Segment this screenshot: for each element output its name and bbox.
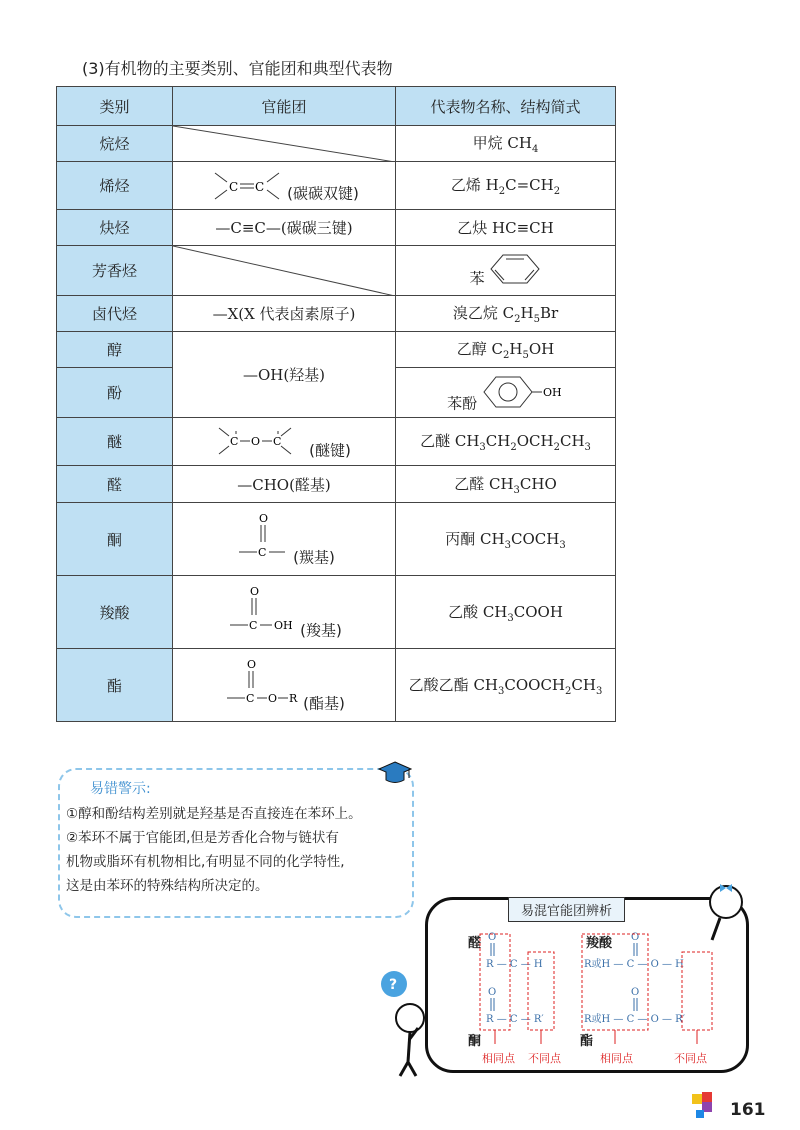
rep-cell: 乙炔 HC≡CH: [396, 210, 616, 246]
ether-structure: [217, 422, 309, 460]
category-cell: 烷烃: [57, 126, 173, 162]
carbonyl-structure: [233, 510, 293, 566]
table-row: [57, 418, 616, 466]
warning-title: 易错警示:: [90, 781, 151, 797]
warning-line: ②苯环不属于官能团,但是芳香化合物与链状有: [66, 830, 339, 846]
fg-cell: —C≡C—(碳碳三键): [173, 210, 396, 246]
phenol-structure: [482, 372, 564, 412]
svg-text:OH: OH: [274, 619, 293, 633]
ketone-label: 酮: [468, 1034, 482, 1049]
empty-fg-cell: [173, 246, 396, 296]
rep-cell: 甲烷 $CH_4$: [396, 126, 616, 162]
svg-text:O: O: [247, 658, 257, 672]
header-category: 类别: [57, 87, 173, 126]
category-cell: 酮: [57, 503, 173, 576]
fg-cell: C O C (醚键): [173, 418, 396, 466]
svg-text:OH: OH: [542, 385, 562, 399]
diff-point-label: 不同点: [528, 1052, 561, 1065]
rep-cell: 乙醚 $CH_3CH_2OCH_2CH_3$: [396, 418, 616, 466]
rep-cell: 乙醛 $CH_3CHO$: [396, 466, 616, 503]
svg-text:O: O: [631, 932, 640, 943]
category-cell: 卤代烃: [57, 296, 173, 332]
diagonal-line: [173, 246, 395, 296]
svg-text:O: O: [488, 987, 497, 998]
svg-text:R或H — C — O — H: R或H — C — O — H: [584, 959, 684, 970]
box-title: 易混官能团辨析: [508, 897, 625, 922]
same-point-label: 相同点: [600, 1052, 633, 1065]
table-header-row: [57, 87, 616, 126]
category-cell: 酯: [57, 649, 173, 722]
table-row: [57, 246, 616, 296]
warning-line: 这是由苯环的特殊结构所决定的。: [66, 878, 269, 894]
table-row: [57, 332, 616, 368]
svg-text:R — C — R′: R — C — R′: [486, 1014, 544, 1025]
benzene-ring-icon: [489, 252, 541, 286]
peeking-figure-icon: [700, 880, 752, 950]
graduation-cap-icon: [378, 760, 412, 786]
warning-line: ①醇和酚结构差别就是羟基是否直接连在苯环上。: [66, 806, 362, 822]
empty-fg-cell: [173, 126, 396, 162]
svg-text:C: C: [249, 619, 258, 633]
ester-structure: [223, 656, 303, 712]
page-number: 161: [730, 1100, 766, 1120]
table-row: [57, 126, 616, 162]
category-cell: 醇: [57, 332, 173, 368]
ester-label: 酯: [580, 1034, 594, 1049]
acid-label: 羧酸: [586, 936, 613, 951]
aldehyde-label: 醛: [468, 936, 482, 951]
svg-text:C: C: [258, 546, 267, 560]
comparison-diagram: [436, 928, 736, 1058]
table-row: [57, 162, 616, 210]
fg-cell: —X(X 代表卤素原子): [173, 296, 396, 332]
same-point-label: 相同点: [482, 1052, 515, 1065]
fg-cell: O C (羰基): [173, 503, 396, 576]
svg-text:R — C — H: R — C — H: [486, 959, 543, 970]
svg-text:C: C: [255, 179, 265, 194]
svg-text:R: R: [289, 692, 298, 706]
double-bond-structure: [209, 167, 287, 205]
svg-text:O: O: [631, 987, 640, 998]
table-row: [57, 503, 616, 576]
error-warning-box: [58, 768, 414, 918]
svg-text:C: C: [230, 435, 239, 449]
category-cell: 炔烃: [57, 210, 173, 246]
svg-text:O: O: [268, 692, 278, 706]
category-cell: 酚: [57, 368, 173, 418]
table-row: [57, 296, 616, 332]
table-row: [57, 576, 616, 649]
svg-text:C: C: [229, 179, 239, 194]
fg-cell: O C OH (羧基): [173, 576, 396, 649]
rep-cell: 乙醇 $C_2H_5OH$: [396, 332, 616, 368]
rep-cell: 乙烯 $H_2C=CH_2$: [396, 162, 616, 210]
svg-text:?: ?: [389, 977, 398, 993]
category-cell: 醛: [57, 466, 173, 503]
table-row: [57, 210, 616, 246]
rep-cell: 丙酮 $CH_3COCH_3$: [396, 503, 616, 576]
fg-cell: —CHO(醛基): [173, 466, 396, 503]
rep-cell: 苯酚 OH: [396, 368, 616, 418]
warning-line: 机物或脂环有机物相比,有明显不同的化学特性,: [66, 854, 345, 870]
rep-cell: 苯: [396, 246, 616, 296]
svg-text:O: O: [250, 585, 260, 599]
category-cell: 芳香烃: [57, 246, 173, 296]
table-row: [57, 649, 616, 722]
category-cell: 羧酸: [57, 576, 173, 649]
svg-text:C: C: [273, 435, 282, 449]
header-functional-group: 官能团: [173, 87, 396, 126]
svg-text:O: O: [251, 435, 261, 449]
rep-cell: 溴乙烷 $C_2H_5Br$: [396, 296, 616, 332]
category-cell: 醚: [57, 418, 173, 466]
carboxyl-structure: [226, 583, 300, 639]
svg-text:C: C: [246, 692, 255, 706]
header-representative: 代表物名称、结构简式: [396, 87, 616, 126]
thinking-figure-icon: [378, 970, 430, 1080]
fg-cell: —OH(羟基): [173, 332, 396, 418]
logo-icon: [690, 1090, 720, 1126]
rep-cell: 乙酸乙酯 $CH_3COOCH_2CH_3$: [396, 649, 616, 722]
svg-text:R或H — C — O — R′: R或H — C — O — R′: [584, 1014, 685, 1025]
category-cell: 烯烃: [57, 162, 173, 210]
diagonal-line: [173, 126, 395, 162]
organic-table: [56, 86, 616, 722]
fg-cell: O C O R (酯基): [173, 649, 396, 722]
section-heading: (3)有机物的主要类别、官能团和典型代表物: [82, 59, 393, 78]
svg-text:O: O: [488, 932, 497, 943]
table-row: [57, 466, 616, 503]
diff-point-label: 不同点: [674, 1052, 707, 1065]
fg-cell: C C (碳碳双键): [173, 162, 396, 210]
svg-text:O: O: [259, 512, 269, 526]
rep-cell: 乙酸 $CH_3COOH$: [396, 576, 616, 649]
